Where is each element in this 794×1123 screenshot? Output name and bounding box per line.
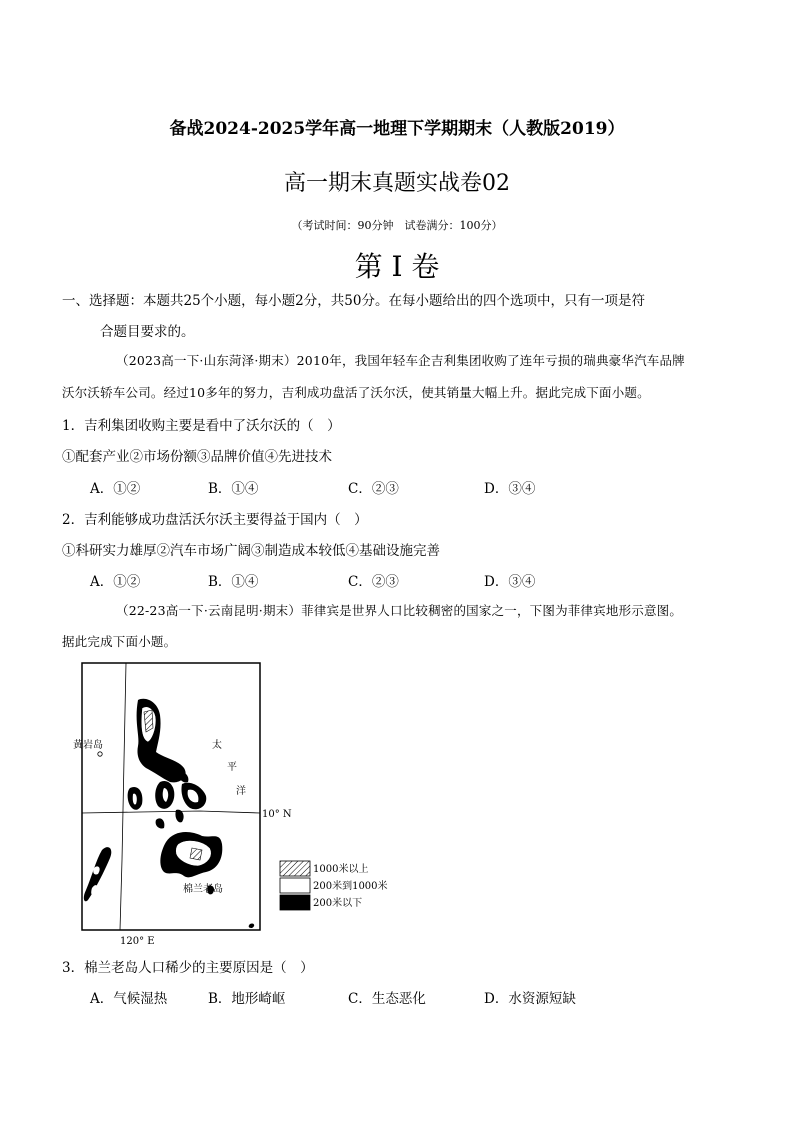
legend-label-high: 1000米以上 (313, 864, 369, 875)
q3-option-c[interactable]: C．生态恶化 (348, 991, 426, 1007)
label-pacific-2: 平 (227, 762, 237, 773)
section-instruction-line2: 合题目要求的。 (100, 324, 195, 340)
q2-option-b[interactable]: B．①④ (208, 574, 259, 590)
volume-title: 第 I 卷 (354, 250, 440, 283)
passage1-line1: （2023高一下·山东菏泽·期末）2010年，我国年轻车企吉利集团收购了连年亏损的瑞典豪华汽车品牌 (116, 353, 685, 368)
label-latitude: 10° N (262, 809, 292, 820)
palawan-island (84, 847, 111, 901)
q1-stem: 1．吉利集团收购主要是看中了沃尔沃的（ ） (62, 418, 341, 434)
label-pacific-1: 太 (212, 740, 222, 751)
huangyan-island-dot (98, 752, 102, 756)
q1-option-c[interactable]: C．②③ (348, 481, 399, 497)
passage2-line2: 据此完成下面小题。 (62, 634, 177, 649)
label-huangyan-island: 黄岩岛 (73, 740, 103, 751)
exam-title: 高一期末真题实战卷02 (284, 171, 510, 196)
legend-label-low: 200米以下 (313, 898, 363, 909)
q2-option-a[interactable]: A．①② (90, 574, 141, 590)
meridian-120e (120, 663, 126, 930)
negros-island (156, 818, 165, 828)
label-pacific-3: 洋 (236, 786, 246, 797)
q3-option-a[interactable]: A．气候湿热 (90, 991, 168, 1007)
exam-header: 备战2024-2025学年高一地理下学期期末（人教版2019） (169, 119, 625, 139)
q3-stem: 3．棉兰老岛人口稀少的主要原因是（ ） (62, 960, 314, 976)
label-longitude: 120° E (120, 936, 155, 947)
philippines-terrain-map (73, 660, 410, 950)
legend-swatch-low (280, 895, 310, 910)
q2-option-d[interactable]: D．③④ (484, 574, 536, 590)
q1-option-d[interactable]: D．③④ (484, 481, 536, 497)
legend-swatch-high (280, 861, 310, 876)
q1-items: ①配套产业②市场份额③品牌价值④先进技术 (62, 449, 332, 465)
label-mindanao: 棉兰老岛 (183, 884, 223, 895)
legend-swatch-mid (280, 878, 310, 893)
passage2-line1: （22-23高一下·云南昆明·期末）菲律宾是世界人口比较稠密的国家之一，下图为菲律宾地形示意图。 (116, 603, 683, 618)
legend-label-mid: 200米到1000米 (313, 881, 388, 892)
q2-stem: 2．吉利能够成功盘活沃尔沃主要得益于国内（ ） (62, 512, 368, 528)
exam-info: （考试时间：90分钟 试卷满分：100分） (291, 219, 503, 232)
section-instruction-line1: 一、选择题：本题共25个小题，每小题2分，共50分。在每小题给出的四个选项中，只有一项是符 (62, 293, 645, 309)
q1-option-a[interactable]: A．①② (90, 481, 141, 497)
q3-option-b[interactable]: B．地形崎岖 (208, 991, 286, 1007)
q3-option-d[interactable]: D．水资源短缺 (484, 991, 576, 1007)
passage1-line2: 沃尔沃轿车公司。经过10多年的努力，吉利成功盘活了沃尔沃，使其销量大幅上升。据此完成下面小题。 (62, 385, 650, 400)
q2-option-c[interactable]: C．②③ (348, 574, 399, 590)
q2-items: ①科研实力雄厚②汽车市场广阔③制造成本较低④基础设施完善 (62, 543, 440, 559)
q1-option-b[interactable]: B．①④ (208, 481, 259, 497)
mindanao-highland (190, 848, 202, 860)
parallel-10n (82, 811, 260, 813)
